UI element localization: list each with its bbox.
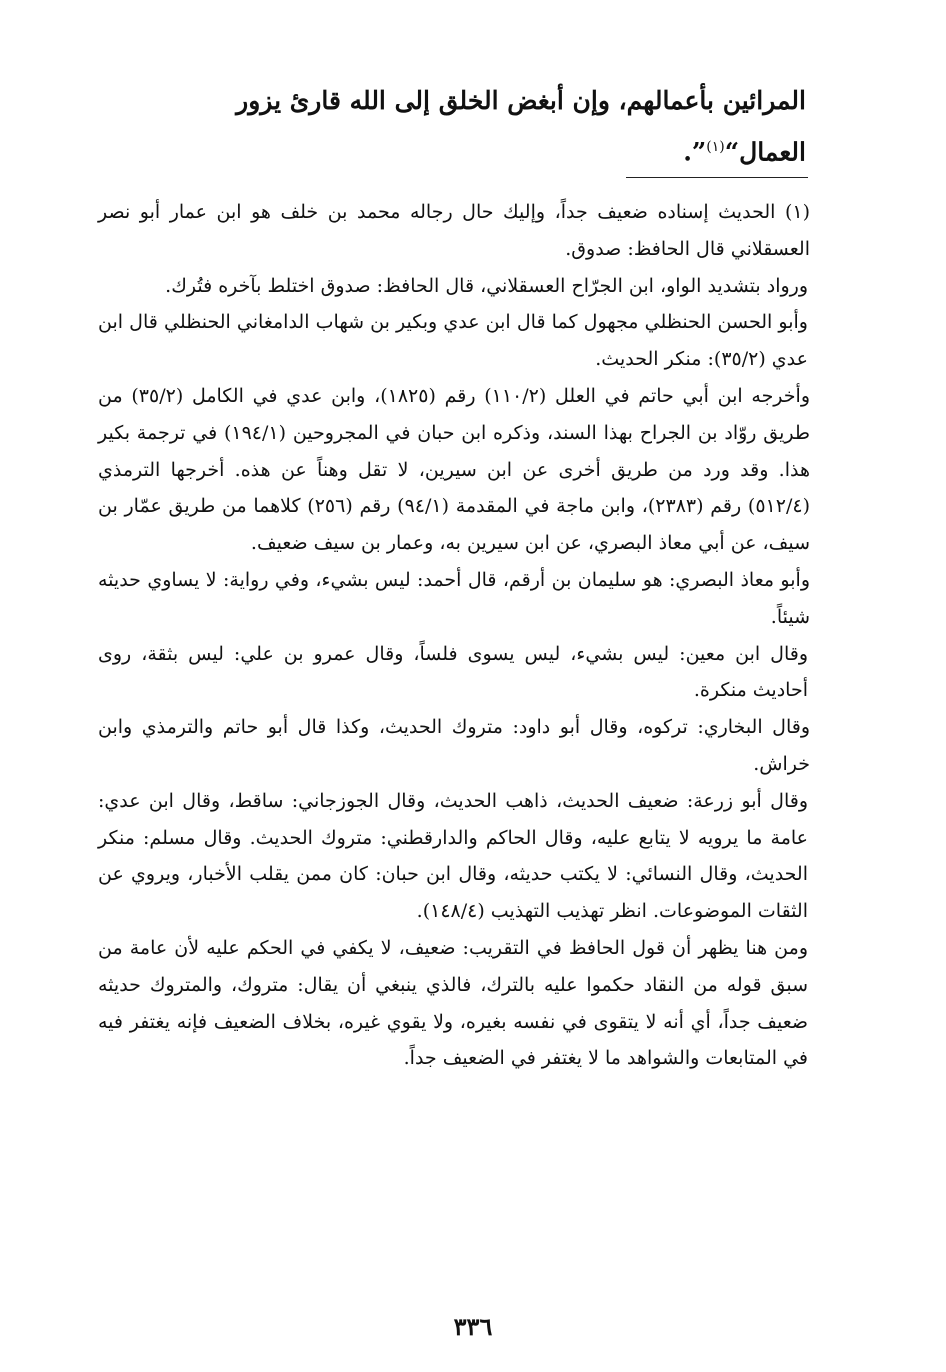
main-text-line: المرائين بأعمالهم، وإن أبغض الخلق إلى الله قارئ يزور العمال“$^{(١)}$”. <box>236 86 806 167</box>
footnote-paragraph: ومن هنا يظهر أن قول الحافظ في التقريب: ضعيف، لا يكفي في الحكم عليه لأن عامة من سبق قوله من النقاد حكموا عليه بالترك، فالذي ينبغي أن يقال: متروك، والمتروك حديثه ضعيف جداً، أي أنه لا يتقوى في نفسه بغيره، ولا يقوي غيره، بخلاف الضعيف فإنه يغتفر فيه في المتابعات والشواهد ما لا يغتفر في الضعيف جداً. <box>98 936 808 1070</box>
main-text-closing: ”. <box>683 137 707 167</box>
footnote-paragraph: وقال ابن معين: ليس بشيء، ليس يسوى فلساً، وقال عمرو بن علي: ليس بثقة، روى أحاديث منكرة. <box>98 642 808 702</box>
footnote-paragraph: ورواد بتشديد الواو، ابن الجرّاح العسقلاني، قال الحافظ: صدوق اختلط بآخره فتُرك. <box>165 274 808 297</box>
footnote-paragraph: وقال أبو زرعة: ضعيف الحديث، ذاهب الحديث، وقال الجوزجاني: ساقط، وقال ابن عدي: عامة ما يرويه لا يتابع عليه، وقال الحاكم والدارقطني: متروك الحديث. وقال مسلم: منكر الحديث، وقال النسائي: لا يكتب حديثه، وقال ابن حبان: كان ممن يقلب الأخبار، ويروي عن الثقات الموضوعات. انظر تهذيب التهذيب (١٤٨/٤). <box>98 789 808 923</box>
footnote-paragraph: وأبو معاذ البصري: هو سليمان بن أرقم، قال أحمد: ليس بشيء، وفي رواية: لا يساوي حديثه شيئاً. <box>98 568 810 628</box>
footnote-reference: (١) <box>706 139 725 155</box>
footnote-paragraph: وأخرجه ابن أبي حاتم في العلل (١١٠/٢) رقم (١٨٢٥)، وابن عدي في الكامل (٣٥/٢) من طريق روّاد بن الجراح بهذا السند، وذكره ابن حبان في المجروحين (١٩٤/١) في ترجمة بكير هذا. وقد ورد من طريق أخرى عن ابن سيرين، لا تقل وهناً عن هذه. أخرجها الترمذي (٥١٢/٤) رقم (٢٣٨٣)، وابن ماجة في المقدمة (٩٤/١) رقم (٢٥٦) كلاهما من طريق عمّار بن سيف، عن أبي معاذ البصري، عن ابن سيرين به، وعمار بن سيف ضعيف. <box>98 384 810 555</box>
page-number: ٣٣٦ <box>453 1312 493 1341</box>
footnotes-section <box>98 194 810 1077</box>
footnote-separator <box>626 177 808 178</box>
footnote-paragraph: وقال البخاري: تركوه، وقال أبو داود: متروك الحديث، وكذا قال أبو حاتم والترمذي وابن خراش. <box>98 716 810 775</box>
footnote-paragraph: (١) الحديث إسناده ضعيف جداً، وإليك حال رجاله محمد بن خلف هو ابن عمار أبو نصر العسقلاني قال الحافظ: صدوق. <box>98 201 810 260</box>
footnote-paragraph: وأبو الحسن الحنظلي مجهول كما قال ابن عدي وبكير بن شهاب الدامغاني الحنظلي قال ابن عدي (٣٥/٢): منكر الحديث. <box>98 311 808 371</box>
main-text-body: المرائين بأعمالهم، وإن أبغض الخلق إلى الله قارئ يزور العمال <box>236 86 806 167</box>
